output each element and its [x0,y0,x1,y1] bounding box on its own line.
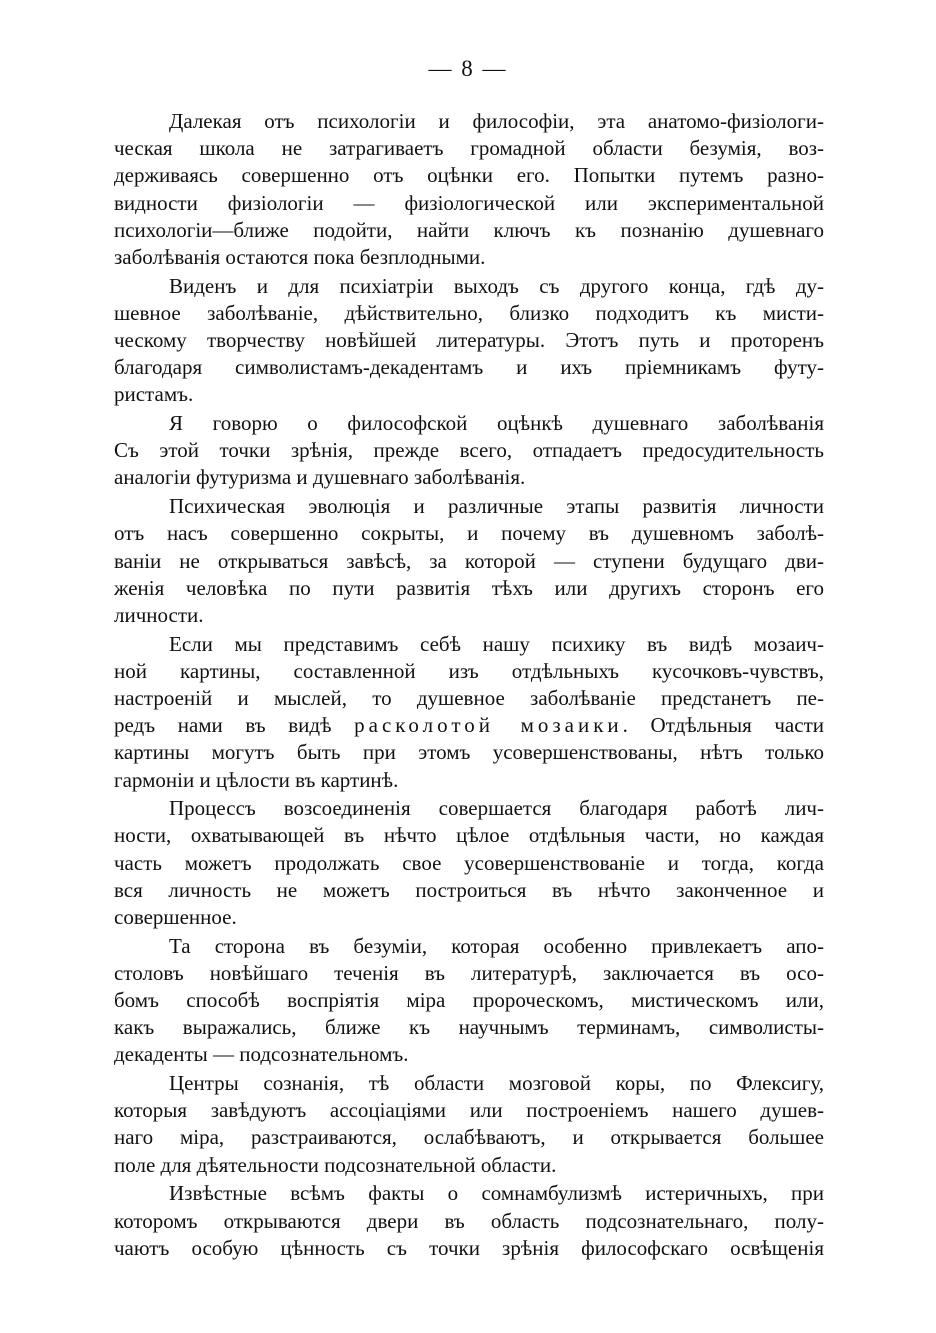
paragraph [114,795,824,931]
paragraph [114,631,824,794]
text-line: которыя завѣдуютъ ассоціаціями или построеніемъ нашего душев- [114,1098,824,1123]
text-line: вся личность не можетъ построиться въ нѣчто законченное и [114,877,824,902]
paragraph [114,273,824,409]
text-line: Извѣстные всѣмъ факты о сомнамбулизмѣ истеричныхъ, при [169,1181,824,1206]
text-line: Виденъ и для психіатріи выходъ съ другого конца, гдѣ ду- [169,273,824,298]
text-line: часть можетъ продолжать свое усовершенствованіе и тогда, когда [114,850,824,875]
text-line: поле для дѣятельности подсознательной области. [114,1152,557,1177]
text-line: совершенное. [114,904,237,929]
text-line: психологіи—ближе подойти, найти ключъ къ познанію душевнаго [114,217,824,242]
text-line: ной картины, составленной изъ отдѣльныхъ кусочковъ-чувствъ, [114,658,824,683]
text-line: которомъ открываются двери въ область подсознательнаго, полу- [114,1208,824,1233]
text-line: Далекая отъ психологіи и философіи, эта анатомо-физіологи- [169,109,824,133]
text-line: видности физіологіи — физіологической или экспериментальной [114,190,824,215]
text-line: ваніи не открываться завѣсѣ, за которой — ступени будущаго дви- [114,548,824,573]
paragraph [114,108,824,271]
text-line: шевное заболѣваніе, дѣйствительно, близко подходитъ къ мисти- [114,300,824,325]
text-line: Съ этой точки зрѣнія, прежде всего, отпадаетъ предосудительность [114,438,824,463]
text-line: гармоніи и цѣлости въ картинѣ. [114,767,399,792]
text-line: картины могутъ быть при этомъ усовершенствованы, нѣтъ только [114,740,824,765]
text-line: ности, охватывающей въ нѣчто цѣлое отдѣльныя части, но каждая [114,823,824,848]
text-line: ристамъ. [114,382,194,407]
text-line: Центры сознанія, тѣ области мозговой коры, по Флексигу, [169,1071,824,1096]
text-line: столовъ новѣйшаго теченія въ литературѣ, заключается въ осо- [114,960,824,985]
body-text [114,108,824,1263]
text-segment: редъ нами въ видѣ [114,713,355,738]
paragraph [114,933,824,1069]
text-line: ческому творчеству новѣйшей литературы. Этотъ путь и проторенъ [114,328,824,352]
text-line: благодаря символистамъ-декадентамъ и ихъ пріемникамъ футу- [114,355,824,380]
text-line: ческая школа не затрагиваетъ громадной области безумія, воз- [114,136,824,161]
text-line: аналогіи футуризма и душевнаго заболѣванія. [114,465,526,490]
paragraph [114,1070,824,1179]
paragraph [114,1180,824,1262]
paragraph [114,410,824,492]
text-segment: . Отдѣльныя части [622,713,824,738]
text-line: держиваясь совершенно отъ оцѣнки его. Попытки путемъ разно- [114,163,824,188]
text-line: отъ насъ совершенно сокрыты, и почему въ душевномъ заболѣ- [114,521,824,546]
emphasized-phrase: расколотой мозаики [354,713,623,738]
text-line [114,712,824,739]
text-line: личности. [114,602,204,627]
text-line: женія человѣка по пути развитія тѣхъ или другихъ сторонъ его [114,575,824,600]
text-line: наго міра, разстраиваются, ослабѣваютъ, и открывается большее [114,1125,824,1150]
text-line: бомъ способѣ воспріятія міра пророческомъ, мистическомъ или, [114,988,824,1012]
paragraph [114,493,824,629]
text-line: Я говорю о философской оцѣнкѣ душевнаго заболѣванія [169,411,824,436]
text-line: заболѣванія остаются пока безплодными. [114,244,486,269]
text-line: Процессъ возсоединенія совершается благодаря работѣ лич- [169,796,824,821]
text-line: Психическая эволюція и различные этапы развитія личности [169,494,824,519]
text-line: Если мы представимъ себѣ нашу психику въ видѣ мозаич- [169,631,824,656]
text-line: декаденты — подсознательномъ. [114,1042,409,1067]
text-line: чаютъ особую цѣнность съ точки зрѣнія философскаго освѣщенія [114,1235,824,1260]
text-line: Та сторона въ безуміи, которая особенно привлекаетъ апо- [169,933,824,958]
text-line: настроеній и мыслей, то душевное заболѣваніе предстанетъ пе- [114,685,824,710]
text-line: какъ выражались, ближе къ научнымъ терминамъ, символисты- [114,1015,824,1040]
page-number: — 8 — [428,56,508,81]
